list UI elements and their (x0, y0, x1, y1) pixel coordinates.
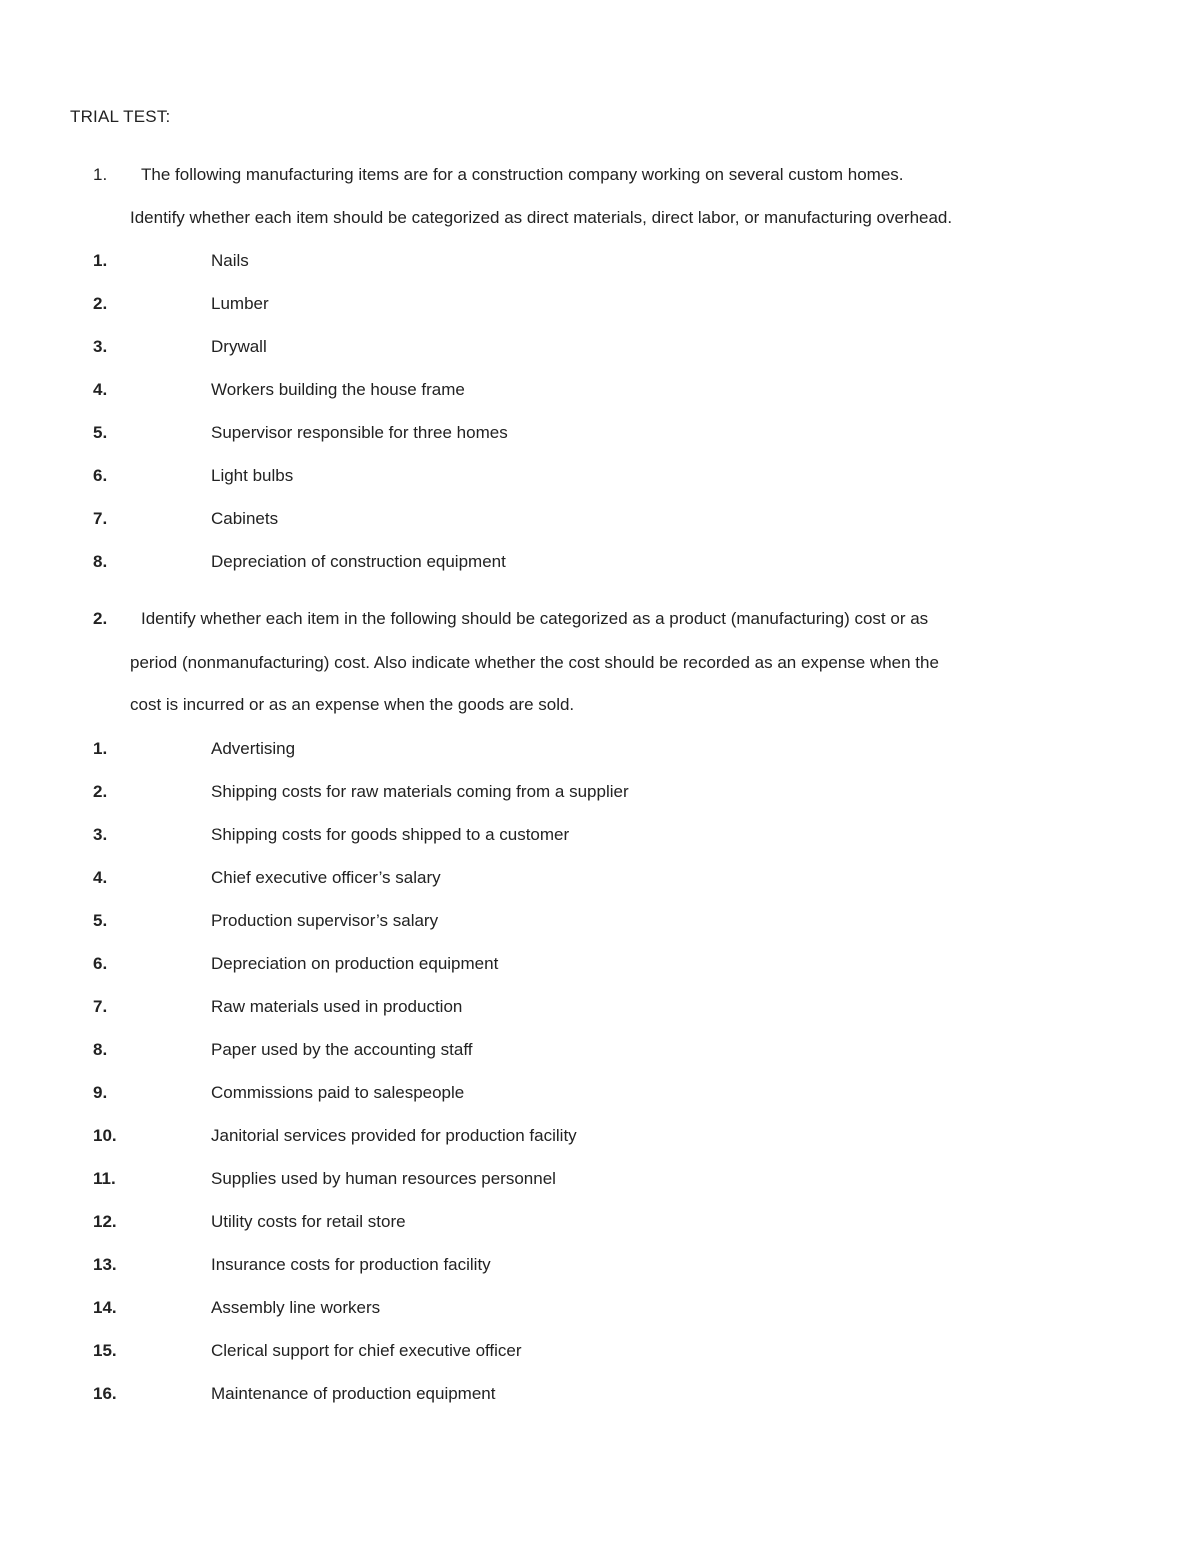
list-item-number: 16. (93, 1384, 117, 1403)
list-item-number: 7. (93, 509, 108, 528)
list-item-text: Production supervisor’s salary (211, 911, 439, 930)
list-item-text: Cabinets (211, 509, 279, 528)
list-item-text: Assembly line workers (211, 1298, 381, 1317)
list-item-text: Raw materials used in production (211, 997, 463, 1016)
list-item-text: Drywall (211, 337, 267, 356)
question-text-line: Identify whether each item in the following should be categorized as a product (manufacturing) cost or as (141, 609, 929, 628)
list-item-text: Light bulbs (211, 466, 294, 485)
list-item-number: 15. (93, 1341, 117, 1360)
list-item-number: 5. (93, 911, 108, 930)
list-item-text: Clerical support for chief executive officer (211, 1341, 522, 1360)
question-number: 2. (93, 609, 108, 628)
list-item-number: 4. (93, 868, 108, 887)
list-item-number: 6. (93, 466, 108, 485)
list-item-number: 14. (93, 1298, 117, 1317)
question-text-line: cost is incurred or as an expense when the goods are sold. (130, 695, 575, 714)
list-item-text: Insurance costs for production facility (211, 1255, 491, 1274)
list-item-text: Shipping costs for goods shipped to a customer (211, 825, 570, 844)
list-item-text: Depreciation of construction equipment (211, 552, 506, 571)
list-item-number: 5. (93, 423, 108, 442)
question-text-line: period (nonmanufacturing) cost. Also indicate whether the cost should be recorded as an expense when the (130, 653, 939, 672)
list-item-text: Shipping costs for raw materials coming from a supplier (211, 782, 629, 801)
question-text-line: The following manufacturing items are for a construction company working on several custom homes. (141, 165, 904, 184)
list-item-text: Utility costs for retail store (211, 1212, 406, 1231)
list-item-number: 10. (93, 1126, 117, 1145)
list-item-number: 8. (93, 552, 108, 571)
list-item-text: Chief executive officer’s salary (211, 868, 441, 887)
list-item-number: 13. (93, 1255, 117, 1274)
list-item-text: Lumber (211, 294, 269, 313)
list-item-text: Supplies used by human resources personnel (211, 1169, 556, 1188)
list-item-number: 3. (93, 337, 108, 356)
list-item-text: Maintenance of production equipment (211, 1384, 496, 1403)
list-item-number: 4. (93, 380, 108, 399)
question-number: 1. (93, 165, 108, 184)
list-item-text: Janitorial services provided for production facility (211, 1126, 577, 1145)
list-item-number: 2. (93, 294, 108, 313)
list-item-number: 2. (93, 782, 108, 801)
list-item-number: 7. (93, 997, 108, 1016)
list-item-number: 8. (93, 1040, 108, 1059)
list-item-text: Commissions paid to salespeople (211, 1083, 465, 1102)
list-item-number: 9. (93, 1083, 108, 1102)
list-item-number: 1. (93, 739, 108, 758)
list-item-number: 11. (93, 1169, 116, 1188)
list-item-text: Paper used by the accounting staff (211, 1040, 473, 1059)
list-item-text: Supervisor responsible for three homes (211, 423, 508, 442)
list-item-number: 6. (93, 954, 108, 973)
list-item-text: Depreciation on production equipment (211, 954, 499, 973)
list-item-text: Workers building the house frame (211, 380, 465, 399)
list-item-number: 1. (93, 251, 108, 270)
page-title: TRIAL TEST: (70, 107, 171, 126)
list-item-text: Nails (211, 251, 249, 270)
list-item-text: Advertising (211, 739, 296, 758)
list-item-number: 12. (93, 1212, 117, 1231)
list-item-number: 3. (93, 825, 108, 844)
question-text-line: Identify whether each item should be categorized as direct materials, direct labor, or manufacturing overhead. (130, 208, 953, 227)
